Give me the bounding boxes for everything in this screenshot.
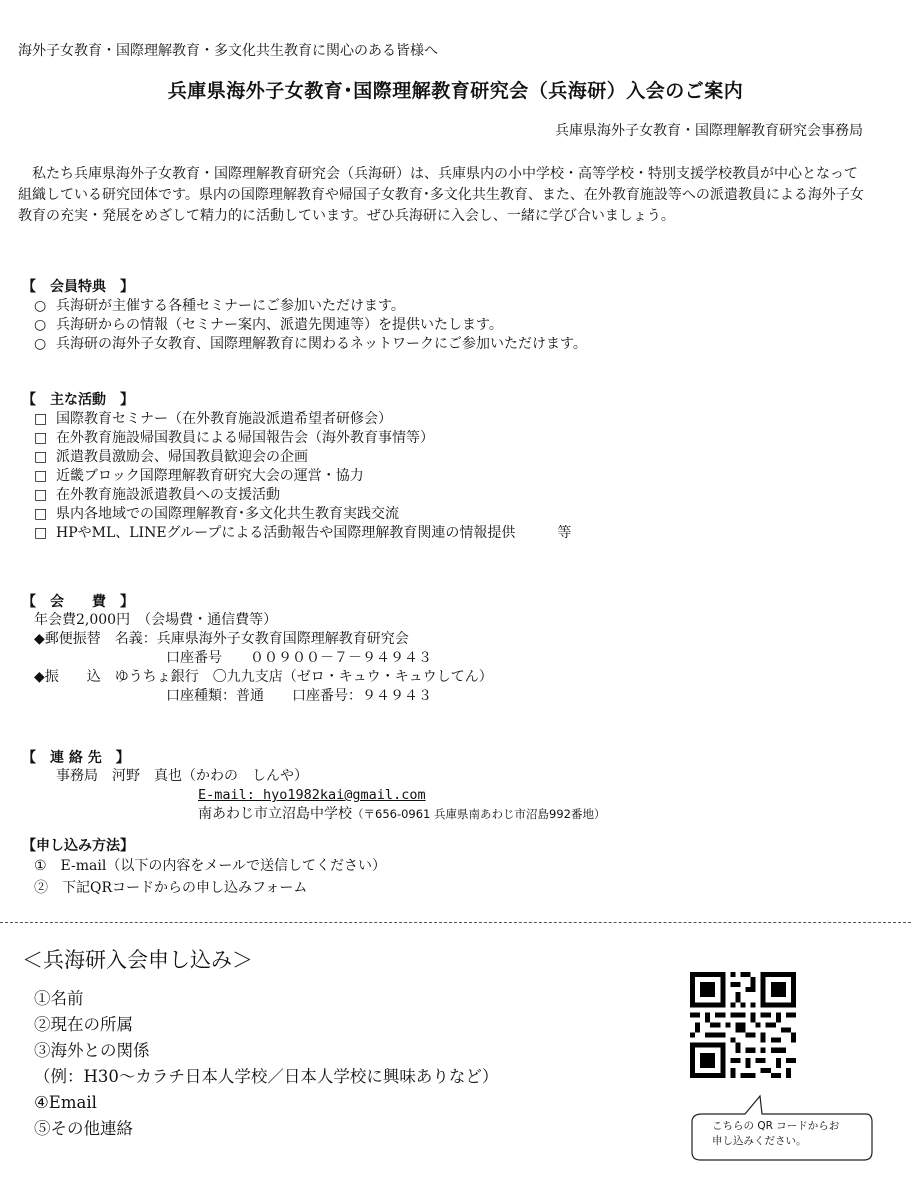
circle-bullet-icon: ○ [34, 336, 47, 352]
page-title: 兵庫県海外子女教育･国際理解教育研究会（兵海研）入会のご案内 [167, 80, 744, 102]
list-item: □ 近畿ブロック国際理解教育研究大会の運営・協力 [34, 468, 364, 484]
dashed-divider [0, 922, 911, 923]
list-item: □ 国際教育セミナー（在外教育施設派遣希望者研修会） [34, 411, 392, 427]
intro-text: 私たち兵庫県海外子女教育・国際理解教育研究会（兵海研）は、兵庫県内の小中学校・高等学校・特別支援学校教員が中心となって組織している研究団体です。県内の国際理解教育や帰国子女教育･多文化共生教育、また、在外教育施設等への派遣教員による海外子女教育の充実・発展をめざして精力的に活動しています。ぜひ兵海研に入会し、一緒に学び合いましょう。 [18, 166, 864, 224]
checkbox-icon: □ [34, 525, 48, 541]
email-link[interactable]: E-mail: hyo1982kai@gmail.com [198, 787, 426, 803]
list-item: ○ 兵海研の海外子女教育、国際理解教育に関わるネットワークにご参加いただけます。 [34, 336, 587, 352]
benefits-section [22, 276, 587, 354]
list-item: □ 県内各地域での国際理解教育･多文化共生教育実践交流 [34, 506, 399, 522]
qr-note-line1: こちらの QR コードからお [712, 1120, 840, 1132]
intro-paragraph [18, 164, 866, 227]
benefits-heading: 【 会員特典 】 [22, 279, 134, 295]
activities-heading: 【 主な活動 】 [22, 392, 134, 408]
list-item: ①名前 [34, 989, 84, 1008]
list-item: （例：H30～カラチ日本人学校／日本人学校に興味ありなど） [34, 1067, 499, 1086]
checkbox-icon: □ [34, 430, 48, 446]
greeting-line: 海外子女教育・国際理解教育・多文化共生教育に関心のある皆様へ [18, 43, 438, 59]
list-item: □ 派遣教員激励会、帰国教員歓迎会の企画 [34, 449, 308, 465]
list-item: ○ 兵海研が主催する各種セミナーにご参加いただけます。 [34, 298, 405, 314]
fees-section [22, 591, 493, 706]
application-fields-list [34, 986, 498, 1142]
annual-fee: 年会費2,000円 （会場費・通信費等） [34, 612, 278, 628]
list-item: ○ 兵海研からの情報（セミナー案内、派遣先関連等）を提供いたします。 [34, 317, 503, 333]
list-item: ③海外との関係 [34, 1041, 150, 1060]
school-address: （〒656-0961 兵庫県南あわじ市沼島992番地） [352, 807, 606, 821]
activities-section [22, 389, 571, 543]
checkbox-icon: □ [34, 449, 48, 465]
qr-code-icon[interactable] [690, 972, 796, 1078]
activities-list [34, 410, 571, 543]
checkbox-icon: □ [34, 487, 48, 503]
list-item: □ 在外教育施設帰国教員による帰国報告会（海外教育事情等） [34, 430, 434, 446]
checkbox-icon: □ [34, 506, 48, 522]
contact-person: 事務局 河野 真也（かわの しんや） [56, 768, 308, 784]
benefits-list [34, 297, 587, 354]
qr-note [712, 1119, 839, 1149]
method-section [22, 835, 386, 899]
method-qr-form: ② 下記QRコードからの申し込みフォーム [34, 880, 308, 896]
contact-email[interactable] [198, 786, 605, 805]
postal-account: 口座番号 ００９００－７－９４９４３ [166, 650, 432, 666]
list-item: ②現在の所属 [34, 1015, 133, 1034]
list-item: ⑤その他連絡 [34, 1119, 133, 1138]
method-email: ① E-mail（以下の内容をメールで送信してください） [34, 858, 387, 874]
office-name: 兵庫県海外子女教育・国際理解教育研究会事務局 [555, 123, 863, 139]
fees-heading: 【 会 費 】 [22, 594, 134, 610]
application-title: ＜兵海研入会申し込み＞ [22, 948, 253, 972]
checkbox-icon: □ [34, 468, 48, 484]
qr-note-line2: 申し込みください。 [712, 1135, 807, 1147]
contact-section [22, 747, 605, 824]
bank-transfer: ◆振 込 ゆうちょ銀行 〇九九支店（ゼロ・キュウ・キュウしてん） [34, 669, 493, 685]
circle-bullet-icon: ○ [34, 298, 47, 314]
contact-heading: 【 連 絡 先 】 [22, 750, 130, 766]
postal-transfer: ◆郵便振替 名義：兵庫県海外子女教育国際理解教育研究会 [34, 631, 409, 647]
contact-school: 南あわじ市立沼島中学校（〒656-0961 兵庫県南あわじ市沼島992番地） [198, 806, 606, 822]
list-item: □ HPやML、LINEグループによる活動報告や国際理解教育関連の情報提供 等 [34, 525, 572, 541]
circle-bullet-icon: ○ [34, 317, 47, 333]
method-heading: 【申し込み方法】 [22, 838, 134, 854]
checkbox-icon: □ [34, 411, 48, 427]
bank-account: 口座種類：普通 口座番号：９４９４３ [166, 688, 432, 704]
list-item: □ 在外教育施設派遣教員への支援活動 [34, 487, 280, 503]
list-item: ④Email [34, 1093, 97, 1112]
